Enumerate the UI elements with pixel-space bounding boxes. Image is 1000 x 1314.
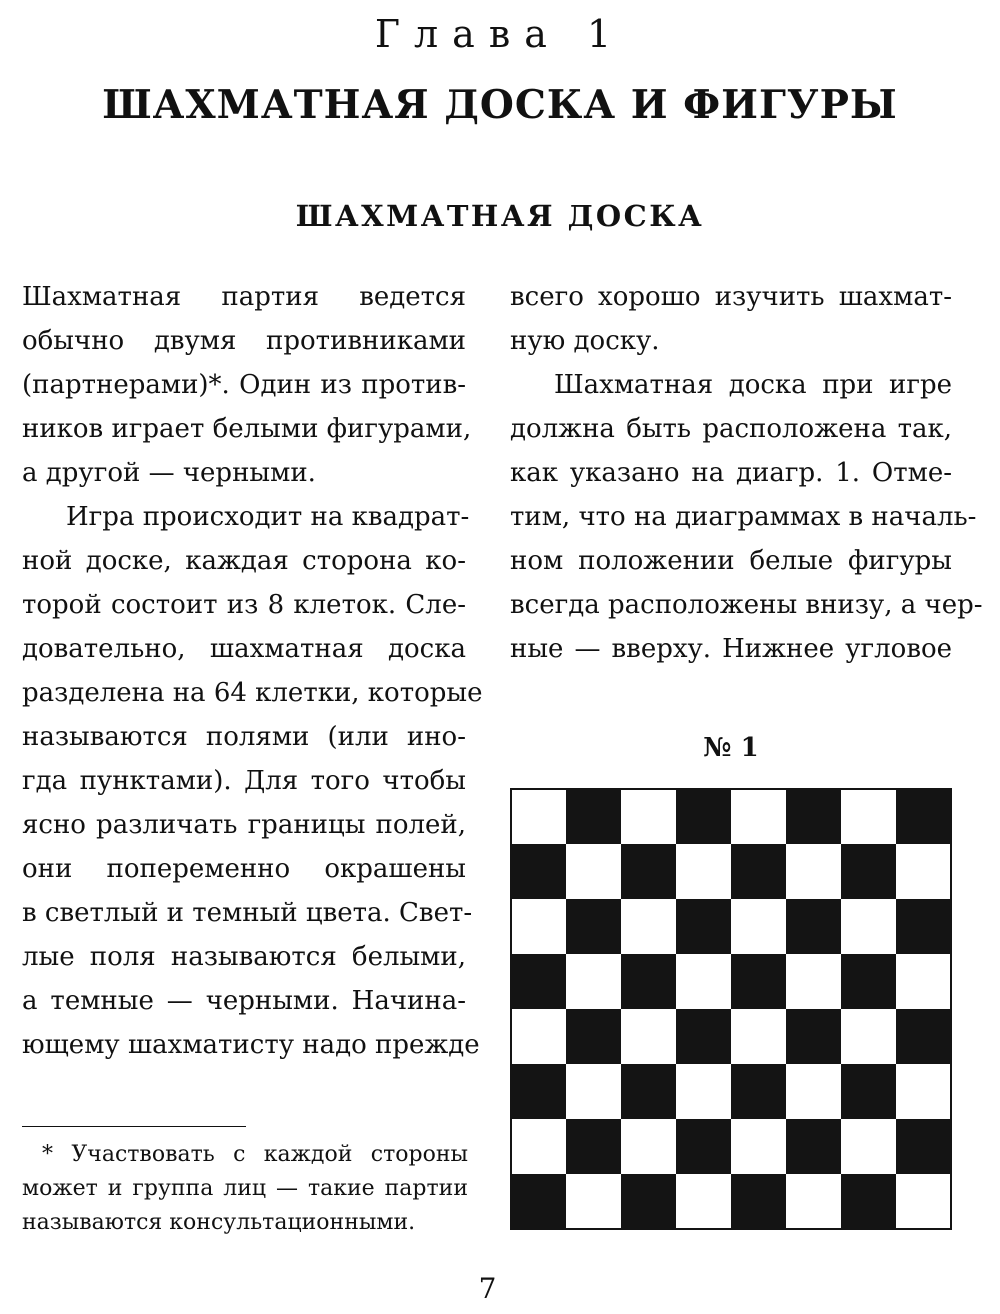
text-line: ную доску. (510, 326, 660, 356)
chapter-heading: Глава 1 (374, 12, 626, 56)
board-square-light (731, 1119, 786, 1174)
text-line: Шахматная партия ведется (22, 282, 466, 312)
board-square-dark (731, 954, 786, 1009)
board-square-light (566, 1064, 621, 1119)
board-square-light (731, 1009, 786, 1064)
board-square-dark (896, 789, 951, 844)
text-line: ные — вверху. Нижнее угловое (510, 634, 952, 664)
board-square-dark (511, 954, 566, 1009)
board-square-dark (841, 1064, 896, 1119)
text-line: а другой — черными. (22, 458, 316, 488)
board-square-dark (621, 844, 676, 899)
text-line: ном положении белые фигуры (510, 546, 952, 576)
board-square-light (896, 1064, 951, 1119)
board-square-light (676, 844, 731, 899)
board-square-light (731, 899, 786, 954)
board-square-light (511, 789, 566, 844)
text-line: ющему шахматисту надо прежде (22, 1030, 480, 1060)
text-line: должна быть расположена так, (510, 414, 952, 444)
board-square-light (676, 1174, 731, 1229)
board-square-dark (676, 1119, 731, 1174)
text-line: как указано на диагр. 1. Отме- (510, 458, 952, 488)
board-square-dark (786, 899, 841, 954)
section-title: ШАХМАТНАЯ ДОСКА (295, 199, 705, 233)
board-square-dark (621, 954, 676, 1009)
board-square-light (511, 1119, 566, 1174)
board-square-light (786, 844, 841, 899)
text-line: ной доске, каждая сторона ко- (22, 546, 466, 576)
board-square-light (566, 844, 621, 899)
board-square-light (566, 954, 621, 1009)
text-line: называются полями (или ино- (22, 722, 466, 752)
board-square-dark (511, 1174, 566, 1229)
board-square-dark (566, 1119, 621, 1174)
text-line: тим, что на диаграммах в началь- (510, 502, 977, 532)
text-line: гда пунктами). Для того чтобы (22, 766, 466, 796)
footnote-line: может и группа лиц — такие партии (22, 1176, 468, 1201)
text-line: всего хорошо изучить шахмат- (510, 282, 952, 312)
board-square-dark (731, 1174, 786, 1229)
text-line: разделена на 64 клетки, которые (22, 678, 483, 708)
board-square-light (896, 954, 951, 1009)
board-square-light (896, 844, 951, 899)
board-square-dark (676, 789, 731, 844)
board-square-light (676, 1064, 731, 1119)
board-square-dark (896, 899, 951, 954)
text-line: обычно двумя противниками (22, 326, 466, 356)
board-square-dark (786, 789, 841, 844)
board-square-light (511, 1009, 566, 1064)
footnote-line: называются консультационными. (22, 1210, 416, 1235)
board-square-light (621, 789, 676, 844)
board-square-dark (786, 1119, 841, 1174)
board-square-dark (731, 844, 786, 899)
board-square-dark (786, 1009, 841, 1064)
text-line: а темные — черными. Начина- (22, 986, 466, 1016)
board-square-light (896, 1174, 951, 1229)
board-square-light (621, 1119, 676, 1174)
page-number: 7 (478, 1272, 497, 1305)
text-line: (партнерами)*. Один из против- (22, 370, 466, 400)
board-square-light (621, 1009, 676, 1064)
text-line: в светлый и темный цвета. Свет- (22, 898, 473, 928)
chapter-title: ШАХМАТНАЯ ДОСКА И ФИГУРЫ (102, 82, 898, 128)
board-square-dark (841, 954, 896, 1009)
text-line: Игра происходит на квадрат- (66, 502, 470, 532)
board-square-light (731, 789, 786, 844)
board-square-dark (566, 1009, 621, 1064)
board-square-light (621, 899, 676, 954)
footnote-line: * Участвовать с каждой стороны (42, 1142, 468, 1167)
board-square-dark (841, 844, 896, 899)
board-square-dark (676, 899, 731, 954)
board-square-dark (566, 789, 621, 844)
board-square-light (841, 899, 896, 954)
board-square-dark (621, 1064, 676, 1119)
board-square-light (786, 954, 841, 1009)
board-square-dark (566, 899, 621, 954)
board-square-light (511, 899, 566, 954)
text-line: они попеременно окрашены (22, 854, 466, 884)
chessboard-diagram (510, 788, 952, 1230)
board-square-light (841, 1119, 896, 1174)
text-line: ников играет белыми фигурами, (22, 414, 472, 444)
board-square-dark (896, 1119, 951, 1174)
board-square-dark (511, 844, 566, 899)
board-square-light (566, 1174, 621, 1229)
diagram-label: № 1 (703, 733, 759, 763)
board-square-light (786, 1174, 841, 1229)
text-line: торой состоит из 8 клеток. Сле- (22, 590, 466, 620)
board-square-light (676, 954, 731, 1009)
text-line: довательно, шахматная доска (22, 634, 466, 664)
text-line: лые поля называются белыми, (22, 942, 466, 972)
board-square-dark (896, 1009, 951, 1064)
text-line: Шахматная доска при игре (554, 370, 952, 400)
board-square-dark (731, 1064, 786, 1119)
board-square-light (786, 1064, 841, 1119)
board-square-dark (841, 1174, 896, 1229)
board-square-dark (676, 1009, 731, 1064)
board-square-dark (621, 1174, 676, 1229)
board-square-light (841, 789, 896, 844)
footnote-divider (22, 1126, 246, 1127)
board-square-dark (511, 1064, 566, 1119)
text-line: всегда расположены внизу, а чер- (510, 590, 983, 620)
text-line: ясно различать границы полей, (22, 810, 466, 840)
board-square-light (841, 1009, 896, 1064)
